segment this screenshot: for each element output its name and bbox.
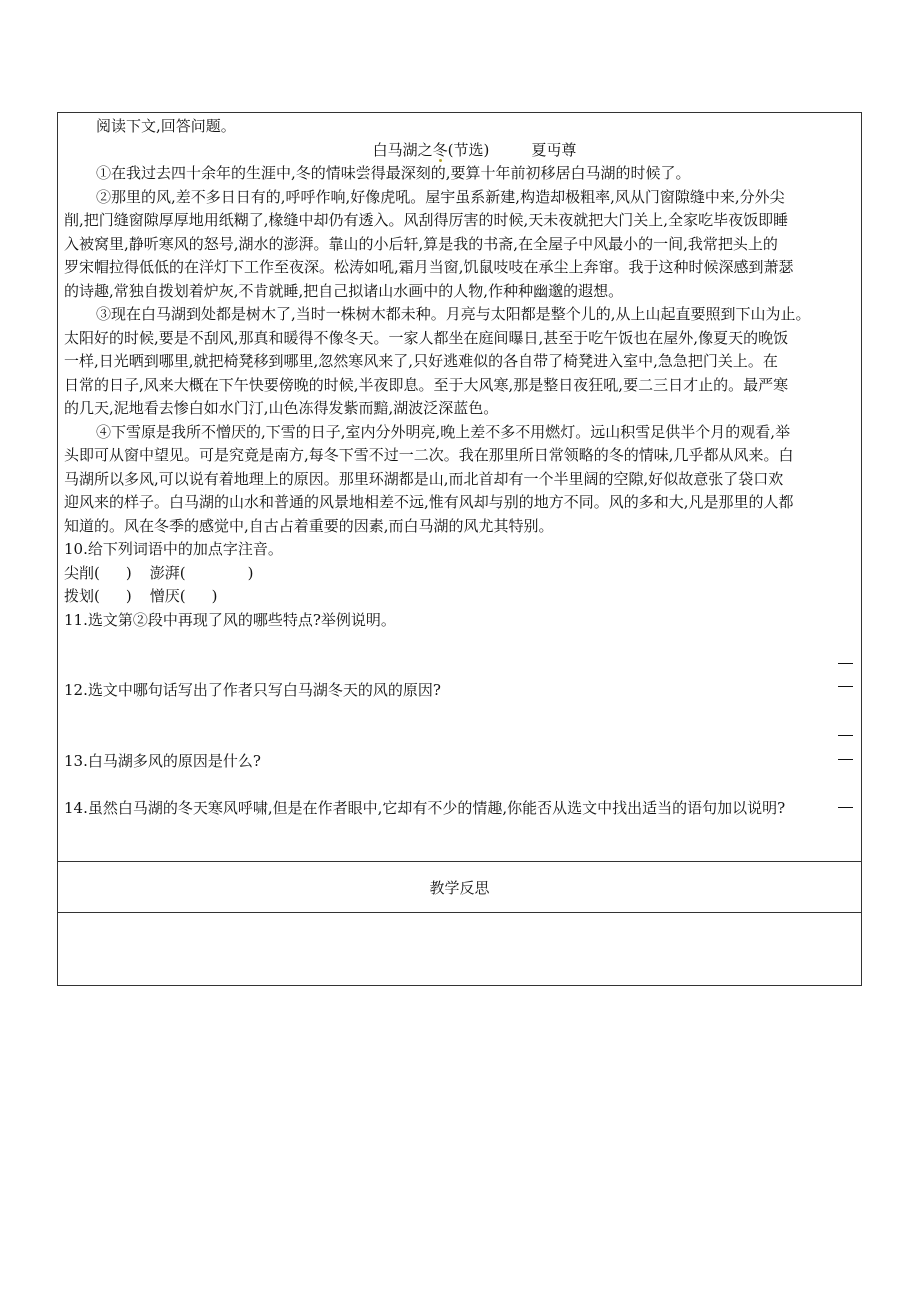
paren-close: )	[211, 587, 218, 605]
paren-open: (	[94, 587, 100, 605]
paragraph-4-line: ④下雪原是我所不憎厌的,下雪的日子,室内分外明亮,晚上差不多不用燃灯。远山积雪足供半个月的观看,举	[96, 422, 791, 441]
reflection-area[interactable]	[58, 913, 861, 985]
title-text-pre: 白马湖之	[372, 140, 433, 159]
paragraph-1: ①在我过去四十余年的生涯中,冬的情味尝得最深刻的,要算十年前初移居白马湖的时候了。	[96, 164, 691, 182]
instruction: 阅读下文,回答问题。	[96, 117, 236, 135]
paren-close: )	[125, 563, 132, 582]
paren-open: (	[94, 563, 100, 582]
paragraph-4-line: 马湖所以多风,可以说有着地理上的原因。那里环湖都是山,而北首却有一个半里阔的空隙,好似故意张了袋口欢	[64, 469, 784, 488]
paragraph-2-line: 的诗趣,常独自拨划着炉灰,不肯就睡,把自己拟诸山水画中的人物,作种种幽邈的遐想。	[64, 281, 624, 300]
answer-space-11[interactable]	[64, 632, 855, 679]
paragraph-4-line: 知道的。风在冬季的感觉中,自古占着重要的因素,而白马湖的风尤其特别。	[64, 516, 554, 535]
reading-cell	[58, 115, 861, 862]
paragraph-3-line: 太阳好的时候,要是不刮风,那真和暖得不像冬天。一家人都坐在庭间曝日,甚至于吃午饭也在屋外,像夏天的晚饭	[64, 328, 789, 347]
word-zengyan: 憎厌	[149, 587, 180, 605]
paragraph-3-line: 一样,日光晒到哪里,就把椅凳移到哪里,忽然寒风来了,只好逃难似的各自带了椅凳进入室中,急急把门关上。在	[64, 352, 778, 370]
reflection-heading: 教学反思	[58, 862, 861, 913]
answer-space-12[interactable]	[64, 703, 855, 750]
answer-space-13[interactable]	[64, 773, 855, 797]
word-jianxiao: 尖削	[64, 563, 95, 582]
question-10: 10.给下列词语中的加点字注音。	[64, 540, 283, 558]
paragraph-2-line: 罗宋帽拉得低低的在洋灯下工作至夜深。松涛如吼,霜月当窗,饥鼠吱吱在承尘上奔窜。我于这种时候深感到萧瑟	[64, 258, 794, 276]
answer-line	[838, 663, 853, 664]
answer-line	[838, 735, 853, 736]
paragraph-4-line: 迎风来的样子。白马湖的山水和普通的风景地相差不远,惟有风却与别的地方不同。风的多和大,凡是那里的人都	[64, 493, 794, 511]
author: 夏丏尊	[531, 140, 577, 159]
paren-close: )	[125, 587, 132, 605]
paragraph-2-line: 入被窝里,静听寒风的怒号,湖水的澎湃。靠山的小后轩,算是我的书斋,在全屋子中风最小的一间,我常把头上的	[64, 234, 778, 253]
answer-line	[838, 686, 853, 687]
paragraph-4-line: 头即可从窗中望见。可是究竟是南方,每冬下雪不过一二次。我在那里所日常领略的冬的情味,几乎都从风来。白	[64, 446, 794, 464]
paragraph-3-line: 的几天,泥地看去惨白如水门汀,山色冻得发紫而黯,湖波泛深蓝色。	[64, 399, 499, 417]
question-14: 14.虽然白马湖的冬天寒风呼啸,但是在作者眼中,它却有不少的情趣,你能否从选文中找出适当的语句加以说明?	[64, 798, 786, 817]
question-10-row-b	[64, 585, 855, 609]
paren-open: (	[179, 587, 186, 605]
question-12: 12.选文中哪句话写出了作者只写白马湖冬天的风的原因?	[64, 681, 441, 699]
question-13: 13.白马湖多风的原因是什么?	[64, 751, 261, 770]
word-pengpai: 澎湃	[149, 563, 180, 582]
title-dotted-char: 冬	[432, 140, 448, 159]
paragraph-3-line: 日常的日子,风来大概在下午快要傍晚的时候,半夜即息。至于大风寒,那是整日夜狂吼,要二三日才止的。最严寒	[64, 375, 789, 394]
passage-title	[64, 139, 855, 163]
question-10-row-a	[64, 562, 855, 586]
paragraph-3-line: ③现在白马湖到处都是树木了,当时一株树木都未种。月亮与太阳都是整个儿的,从上山起直要照到下山为止。	[96, 305, 811, 323]
lesson-table	[57, 112, 862, 986]
answer-line	[838, 807, 853, 808]
paren-close: )	[247, 563, 254, 582]
paragraph-2-line: ②那里的风,差不多日日有的,呼呼作响,好像虎吼。屋宇虽系新建,构造却极粗率,风从门窗隙缝中来,分外尖	[96, 187, 785, 206]
answer-line	[838, 759, 853, 760]
paren-open: (	[179, 563, 186, 582]
paragraph-2-line: 削,把门缝窗隙厚厚地用纸糊了,椽缝中却仍有透入。风刮得厉害的时候,天未夜就把大门关上,全家吃毕夜饭即睡	[64, 211, 789, 229]
question-11: 11.选文第②段中再现了风的哪些特点?举例说明。	[64, 610, 396, 629]
title-text-post: (节选)	[447, 140, 490, 159]
word-bohua: 拨划	[64, 587, 95, 605]
